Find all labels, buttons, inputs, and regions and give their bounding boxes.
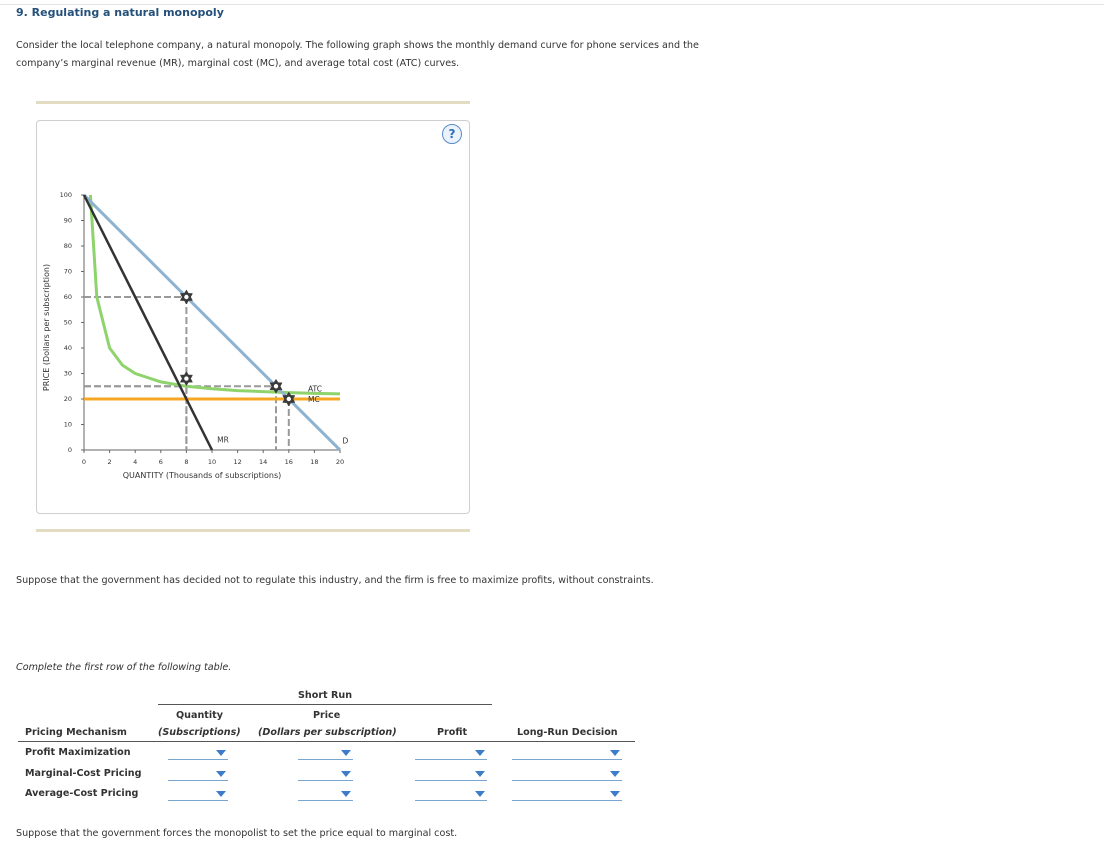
- longrun-dropdown-mc-pricing[interactable]: [512, 766, 622, 781]
- short-run-header: Short Run: [298, 690, 353, 701]
- y-tick-label: 50: [63, 318, 72, 327]
- price-dropdown-profit-max[interactable]: [298, 745, 353, 760]
- monopoly-chart: [36, 120, 470, 512]
- profit-dropdown-profit-max[interactable]: [415, 745, 487, 760]
- curve-atc: [90, 195, 340, 394]
- y-tick-label: 10: [63, 420, 72, 429]
- chevron-down-icon: [341, 771, 351, 777]
- table-header-underline: [18, 741, 635, 742]
- x-tick-label: 4: [133, 458, 138, 466]
- question-title: 9. Regulating a natural monopoly: [16, 6, 224, 19]
- y-tick-label: 100: [59, 191, 72, 199]
- chevron-down-icon: [610, 771, 620, 777]
- price-dropdown-ac-pricing[interactable]: [298, 786, 353, 801]
- x-tick-label: 8: [184, 458, 189, 466]
- short-run-underline: [158, 704, 492, 705]
- longrun-dropdown-ac-pricing[interactable]: [512, 786, 622, 801]
- graph-top-rule: [36, 101, 470, 104]
- longrun-header: Long-Run Decision: [517, 727, 618, 738]
- mc-curve-label: MC: [308, 395, 320, 405]
- mechanism-header: Pricing Mechanism: [25, 727, 127, 738]
- intro-line-2: company’s marginal revenue (MR), marginal cost (MC), and average total cost (ATC) curves.: [16, 58, 460, 69]
- top-divider: [0, 4, 1104, 5]
- quantity-dropdown-mc-pricing[interactable]: [168, 766, 228, 781]
- price-dropdown-mc-pricing[interactable]: [298, 766, 353, 781]
- x-tick-label: 0: [81, 458, 87, 466]
- profit-dropdown-mc-pricing[interactable]: [415, 766, 487, 781]
- x-tick-label: 18: [310, 458, 319, 466]
- price-header-line2: (Dollars per subscription): [258, 727, 397, 738]
- x-tick-label: 6: [158, 458, 163, 466]
- curve-d: [84, 195, 340, 450]
- y-tick-label: 20: [63, 395, 72, 403]
- atc-curve-label: ATC: [308, 384, 322, 394]
- chevron-down-icon: [216, 750, 226, 756]
- x-tick-label: 20: [335, 458, 345, 466]
- profit-dropdown-ac-pricing[interactable]: [415, 786, 487, 801]
- star-marker-center: [287, 397, 291, 401]
- quantity-header-line2: (Subscriptions): [158, 727, 241, 738]
- quantity-header-line1: Quantity: [176, 710, 224, 721]
- intro-text: [16, 37, 736, 73]
- graph-bottom-rule: [36, 529, 470, 532]
- chevron-down-icon: [475, 771, 485, 777]
- x-tick-label: 14: [259, 458, 268, 466]
- chevron-down-icon: [610, 750, 620, 756]
- demand-curve-label: D: [342, 436, 349, 446]
- y-axis-title: PRICE (Dollars per subscription): [42, 263, 51, 392]
- y-tick-label: 0: [67, 446, 72, 454]
- y-tick-label: 40: [63, 344, 72, 352]
- price-header-line1: Price: [313, 710, 341, 721]
- y-tick-label: 30: [63, 369, 72, 378]
- x-tick-label: 10: [207, 458, 217, 466]
- intro-line-1: Consider the local telephone company, a natural monopoly. The following graph shows the monthly demand curve for phone services and the: [16, 40, 699, 51]
- x-tick-label: 16: [284, 458, 293, 466]
- x-tick-label: 2: [107, 458, 112, 466]
- chevron-down-icon: [341, 791, 351, 797]
- row-label-ac-pricing: Average-Cost Pricing: [25, 788, 139, 799]
- chevron-down-icon: [610, 791, 620, 797]
- chevron-down-icon: [216, 791, 226, 797]
- quantity-dropdown-profit-max[interactable]: [168, 745, 228, 760]
- row-label-mc-pricing: Marginal-Cost Pricing: [25, 768, 142, 779]
- x-axis-title: QUANTITY (Thousands of subscriptions): [122, 471, 282, 480]
- profit-header: Profit: [437, 727, 468, 738]
- longrun-dropdown-profit-max[interactable]: [512, 745, 622, 760]
- y-tick-label: 70: [63, 267, 72, 276]
- chevron-down-icon: [341, 750, 351, 756]
- quantity-dropdown-ac-pricing[interactable]: [168, 786, 228, 801]
- x-tick-label: 12: [233, 458, 242, 466]
- chevron-down-icon: [216, 771, 226, 777]
- star-marker-center: [184, 295, 188, 299]
- chevron-down-icon: [475, 791, 485, 797]
- y-tick-label: 80: [63, 242, 72, 250]
- table-instruction: Complete the first row of the following table.: [16, 662, 232, 673]
- chevron-down-icon: [475, 750, 485, 756]
- y-tick-label: 60: [63, 293, 72, 301]
- help-button[interactable]: ?: [442, 124, 462, 144]
- row-label-profit-max: Profit Maximization: [25, 747, 131, 758]
- unregulated-paragraph: Suppose that the government has decided not to regulate this industry, and the firm is free to maximize profits, without constraints.: [16, 575, 654, 586]
- y-tick-label: 90: [63, 216, 72, 225]
- mr-curve-label: MR: [217, 435, 229, 445]
- star-marker-center: [274, 384, 278, 388]
- star-marker-center: [184, 376, 188, 380]
- mc-pricing-paragraph: Suppose that the government forces the monopolist to set the price equal to marginal cost.: [16, 828, 458, 839]
